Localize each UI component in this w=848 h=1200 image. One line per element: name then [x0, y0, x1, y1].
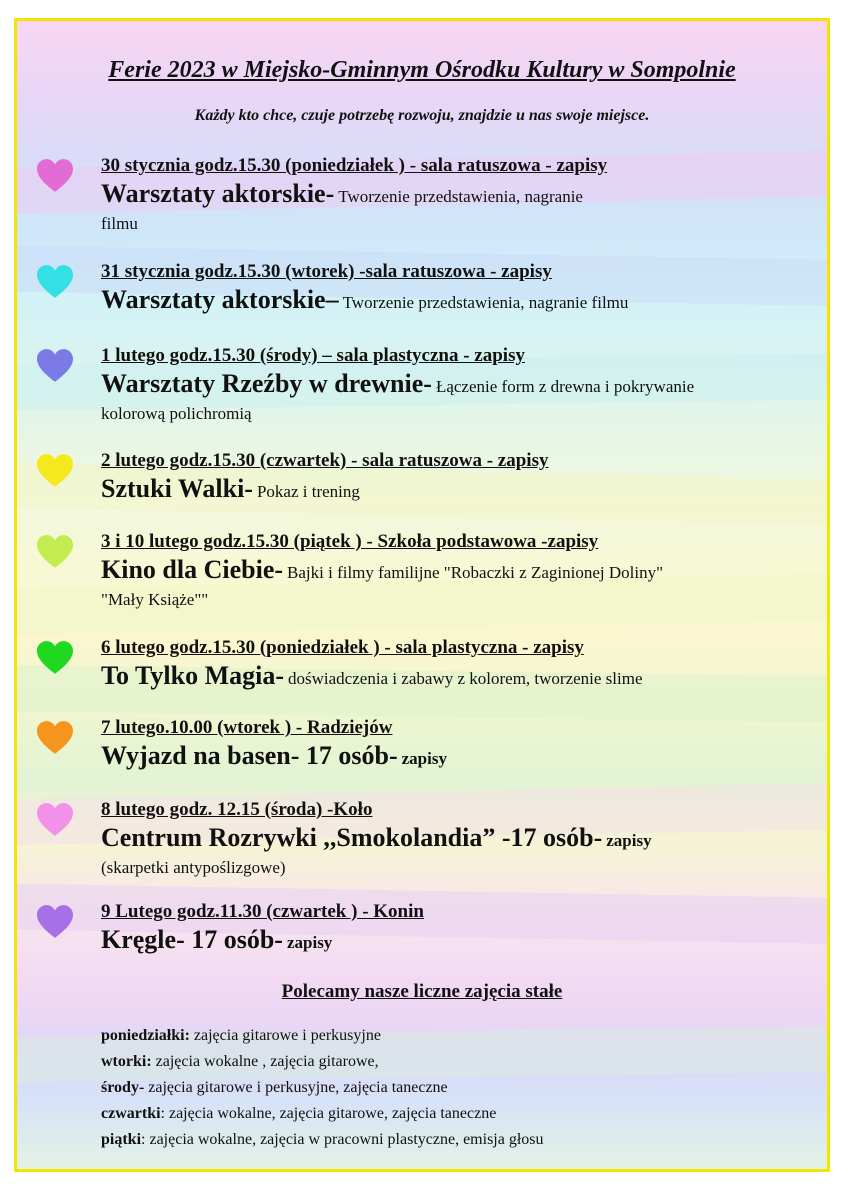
recommend-title: Polecamy nasze liczne zajęcia stałe	[281, 981, 563, 1002]
event-item	[101, 717, 801, 775]
event-signup-note: zapisy	[401, 749, 447, 768]
schedule-activities: : zajęcia wokalne, zajęcia w pracowni plastyczne, emisja głosu	[141, 1131, 544, 1148]
event-name: To Tylko Magia-	[101, 661, 285, 690]
event-description: Tworzenie przedstawienia, nagranie	[338, 187, 583, 206]
event-name: Warsztaty aktorskie-	[101, 179, 335, 208]
event-date: 31 stycznia godz.15.30 (wtorek) -sala ratuszowa - zapisy	[101, 261, 552, 282]
event-name: Kręgle- 17 osób-	[101, 925, 283, 954]
event-extra: kolorową polichromią	[101, 404, 252, 423]
page-subtitle: Każdy kto chce, czuje potrzebę rozwoju, znajdzie u nas swoje miejsce.	[194, 107, 650, 124]
event-date: 30 stycznia godz.15.30 (poniedziałek ) - sala ratuszowa - zapisy	[101, 155, 608, 176]
schedule-day: wtorki:	[101, 1053, 152, 1070]
event-date: 1 lutego godz.15.30 (środy) – sala plastyczna - zapisy	[101, 345, 525, 366]
page-title: Ferie 2023 w Miejsko-Gminnym Ośrodku Kultury w Sompolnie	[108, 57, 736, 83]
event-item	[101, 261, 801, 319]
event-extra: (skarpetki antypoślizgowe)	[101, 858, 286, 877]
event-item	[101, 799, 801, 879]
schedule-day: poniedziałki:	[101, 1027, 190, 1044]
schedule-row	[101, 1075, 801, 1101]
heart-icon	[37, 803, 73, 837]
heart-icon	[37, 641, 73, 675]
schedule-activities: zajęcia gitarowe i perkusyjne	[189, 1027, 381, 1044]
schedule-day: piątki	[101, 1131, 142, 1148]
event-extra: "Mały Książe""	[101, 590, 209, 609]
event-item	[101, 531, 801, 611]
event-name: Warsztaty Rzeźby w drewnie-	[101, 369, 432, 398]
event-item	[101, 155, 801, 235]
event-date: 8 lutego godz. 12.15 (środa) -Koło	[101, 799, 373, 820]
poster	[14, 18, 830, 1172]
event-name: Warsztaty aktorskie–	[101, 285, 339, 314]
schedule-day: środy-	[101, 1079, 145, 1096]
schedule-row	[101, 1127, 801, 1153]
schedule-activities: : zajęcia wokalne, zajęcia gitarowe, zajęcia taneczne	[160, 1105, 497, 1122]
heart-icon	[37, 535, 73, 569]
event-item	[101, 345, 801, 425]
event-description: Bajki i filmy familijne "Robaczki z Zaginionej Doliny"	[287, 563, 664, 582]
event-date: 3 i 10 lutego godz.15.30 (piątek ) - Szkoła podstawowa -zapisy	[101, 531, 599, 552]
event-name: Kino dla Ciebie-	[101, 555, 284, 584]
event-date: 6 lutego godz.15.30 (poniedziałek ) - sala plastyczna - zapisy	[101, 637, 584, 658]
event-extra: filmu	[101, 214, 138, 233]
event-date: 9 Lutego godz.11.30 (czwartek ) - Konin	[101, 901, 424, 922]
event-signup-note: zapisy	[606, 831, 652, 850]
schedule-day: czwartki	[101, 1105, 161, 1122]
event-description: Tworzenie przedstawienia, nagranie filmu	[342, 293, 629, 312]
event-description: Łączenie form z drewna i pokrywanie	[435, 377, 695, 396]
schedule-row	[101, 1049, 801, 1075]
event-description: Pokaz i trening	[256, 482, 360, 501]
schedule-row	[101, 1101, 801, 1127]
event-name: Centrum Rozrywki ,,Smokolandia” -17 osób-	[101, 823, 603, 852]
heart-icon	[37, 721, 73, 755]
event-name: Wyjazd na basen- 17 osób-	[101, 741, 398, 770]
event-item	[101, 901, 801, 959]
heart-icon	[37, 349, 73, 383]
event-date: 2 lutego godz.15.30 (czwartek) - sala ratuszowa - zapisy	[101, 450, 549, 471]
heart-icon	[37, 905, 73, 939]
heart-icon	[37, 159, 73, 193]
event-item	[101, 637, 801, 695]
event-signup-note: zapisy	[286, 933, 333, 952]
event-description: doświadczenia i zabawy z kolorem, tworzenie slime	[288, 669, 643, 688]
weekly-schedule	[101, 1023, 801, 1153]
schedule-row	[101, 1023, 801, 1049]
heart-icon	[37, 454, 73, 488]
event-item	[101, 450, 801, 508]
event-date: 7 lutego.10.00 (wtorek ) - Radziejów	[101, 717, 393, 738]
heart-icon	[37, 265, 73, 299]
event-name: Sztuki Walki-	[101, 474, 253, 503]
schedule-activities: zajęcia wokalne , zajęcia gitarowe,	[151, 1053, 379, 1070]
schedule-activities: zajęcia gitarowe i perkusyjne, zajęcia taneczne	[144, 1079, 448, 1096]
